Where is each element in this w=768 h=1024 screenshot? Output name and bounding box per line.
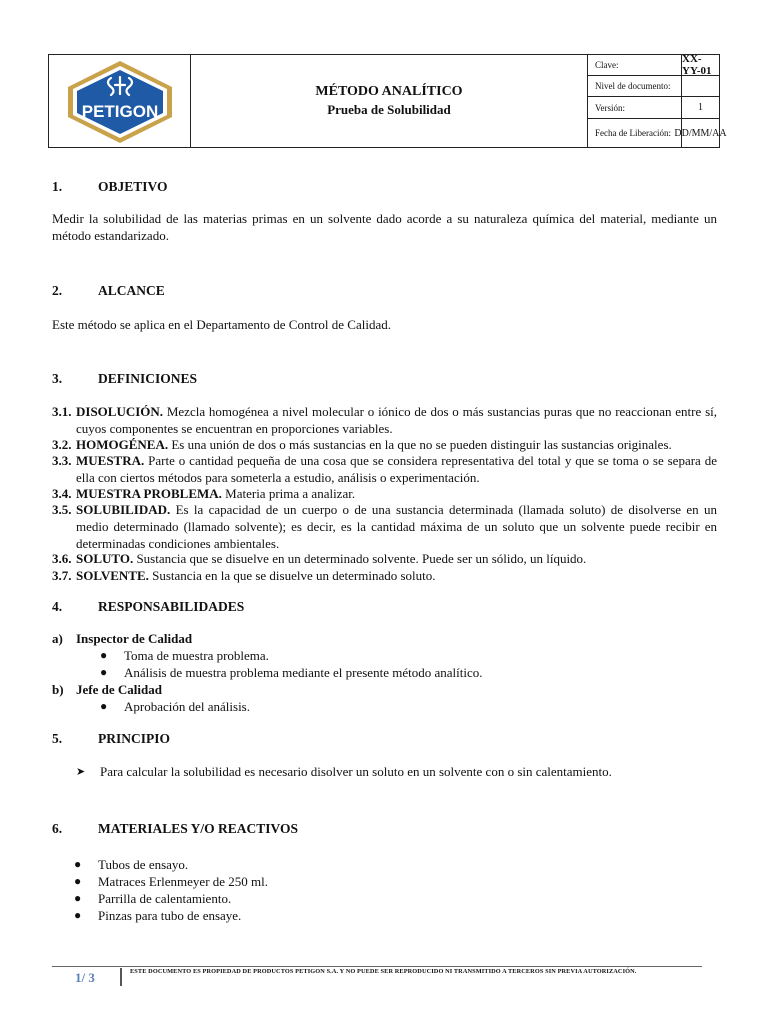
definition-text: Sustancia que se disuelve en un determinado solvente. Puede ser un sólido, un líquido. (133, 551, 587, 566)
definition-text: Materia prima a analizar. (221, 486, 356, 501)
bullet-icon: ● (74, 891, 82, 905)
footer-notice: ESTE DOCUMENTO ES PROPIEDAD DE PRODUCTOS PETIGON S.A. Y NO PUEDE SER REPRODUCIDO NI TRANSMITIDO A TERCEROS SIN PREVIA AUTORIZACIÓN. (130, 968, 637, 975)
definition-text: Parte o cantidad pequeña de una cosa que se considera representativa del total y que se toma o se separa de ella con ciertos métodos para someterla a estudio, análisis o experimentación. (76, 453, 717, 485)
section-number: 2. (52, 283, 63, 298)
meta-label: Nivel de documento: (588, 76, 682, 96)
meta-label: Clave: (588, 55, 682, 75)
objetivo-text: Medir la solubilidad de las materias primas en un solvente dado acorde a su naturaleza química del material, mediante un método estandarizado. (52, 211, 717, 243)
bullet-icon: ● (74, 874, 82, 888)
material-text: Matraces Erlenmeyer de 250 ml. (98, 874, 269, 889)
material-text: Tubos de ensayo. (98, 857, 189, 872)
definition-number: 3.1. (52, 404, 72, 419)
role-title: Inspector de Calidad (76, 631, 193, 646)
definition-solvente (52, 567, 717, 584)
definition-disolucion (52, 403, 717, 437)
meta-row-version (588, 97, 719, 119)
section-title: OBJETIVO (98, 179, 168, 194)
principio-text: Para calcular la solubilidad es necesario disolver un soluto en un solvente con o sin calentamiento. (100, 764, 612, 779)
definition-term: DISOLUCIÓN. (76, 404, 164, 419)
definition-homogenea (52, 436, 717, 453)
section-number: 6. (52, 821, 63, 836)
petigon-logo (49, 55, 191, 147)
section-title: MATERIALES Y/O REACTIVOS (98, 821, 299, 836)
definition-muestra (52, 452, 717, 486)
logo-cell (49, 55, 191, 147)
definition-text: Es la capacidad de un cuerpo o de una sustancia determinada (llamada soluto) de disolverse en un medio determinado (llamado solvente); es decir, es la cantidad máxima de un soluto que un solvente puede recibir en determinadas condiciones ambientales. (76, 502, 717, 551)
bullet-icon: ● (74, 908, 82, 922)
footer-separator (120, 968, 122, 986)
section-title: RESPONSABILIDADES (98, 599, 245, 614)
meta-value: DD/MM/AA (674, 127, 727, 139)
section-number: 5. (52, 731, 63, 746)
definition-number: 3.5. (52, 502, 72, 517)
document-meta-table (588, 53, 727, 147)
definition-number: 3.7. (52, 568, 72, 583)
role-letter: a) (52, 631, 63, 646)
section-title: ALCANCE (98, 283, 165, 298)
task-text: Análisis de muestra problema mediante el presente método analítico. (124, 665, 483, 680)
definition-soluto (52, 550, 717, 567)
meta-value: 1 (698, 102, 703, 113)
definition-term: MUESTRA. (76, 453, 145, 468)
document-title: MÉTODO ANALÍTICO (315, 84, 463, 99)
arrow-bullet-icon: ➤ (76, 766, 86, 778)
role-letter: b) (52, 682, 64, 697)
page-number: 1/ 3 (75, 970, 95, 985)
footer-divider (52, 966, 702, 967)
meta-row-nivel (588, 76, 719, 97)
bullet-icon: ● (100, 665, 108, 679)
bullet-icon: ● (74, 857, 82, 871)
definition-term: HOMOGÉNEA. (76, 437, 169, 452)
definition-number: 3.4. (52, 486, 72, 501)
meta-row-fecha (588, 119, 727, 147)
bullet-icon: ● (100, 699, 108, 713)
alcance-text: Este método se aplica en el Departamento de Control de Calidad. (52, 317, 391, 332)
definition-solubilidad (52, 501, 717, 552)
title-cell (191, 55, 588, 147)
definition-number: 3.6. (52, 551, 72, 566)
document-header (48, 53, 727, 148)
definition-term: MUESTRA PROBLEMA. (76, 486, 222, 501)
task-text: Aprobación del análisis. (124, 699, 250, 714)
meta-label: Versión: (588, 97, 682, 118)
definition-text: Sustancia en la que se disuelve un determinado soluto. (148, 568, 436, 583)
meta-row-clave (588, 55, 719, 76)
meta-label: Fecha de Liberación: (588, 119, 682, 147)
meta-value: XX-YY-01 (682, 53, 712, 77)
section-title: DEFINICIONES (98, 371, 198, 386)
task-text: Toma de muestra problema. (124, 648, 269, 663)
definition-term: SOLVENTE. (76, 568, 149, 583)
material-text: Pinzas para tubo de ensaye. (98, 908, 242, 923)
material-text: Parrilla de calentamiento. (98, 891, 232, 906)
section-title: PRINCIPIO (98, 731, 171, 746)
document-subtitle: Prueba de Solubilidad (327, 102, 451, 117)
bullet-icon: ● (100, 648, 108, 662)
section-number: 3. (52, 371, 63, 386)
section-number: 1. (52, 179, 63, 194)
role-title: Jefe de Calidad (76, 682, 162, 697)
definition-text: Mezcla homogénea a nivel molecular o iónico de dos o más sustancias puras que no reaccionan entre sí, cuyos componentes se encuentran en proporciones variables. (76, 404, 717, 436)
definition-term: SOLUTO. (76, 551, 134, 566)
definition-term: SOLUBILIDAD. (76, 502, 171, 517)
section-number: 4. (52, 599, 63, 614)
svg-text:PETIGON: PETIGON (81, 102, 159, 121)
definition-text: Es una unión de dos o más sustancias en la que no se pueden distinguir las sustancias originales. (168, 437, 672, 452)
meta-value (682, 76, 719, 96)
definition-muestra-problema (52, 485, 717, 502)
definition-number: 3.2. (52, 437, 72, 452)
definition-number: 3.3. (52, 453, 72, 468)
